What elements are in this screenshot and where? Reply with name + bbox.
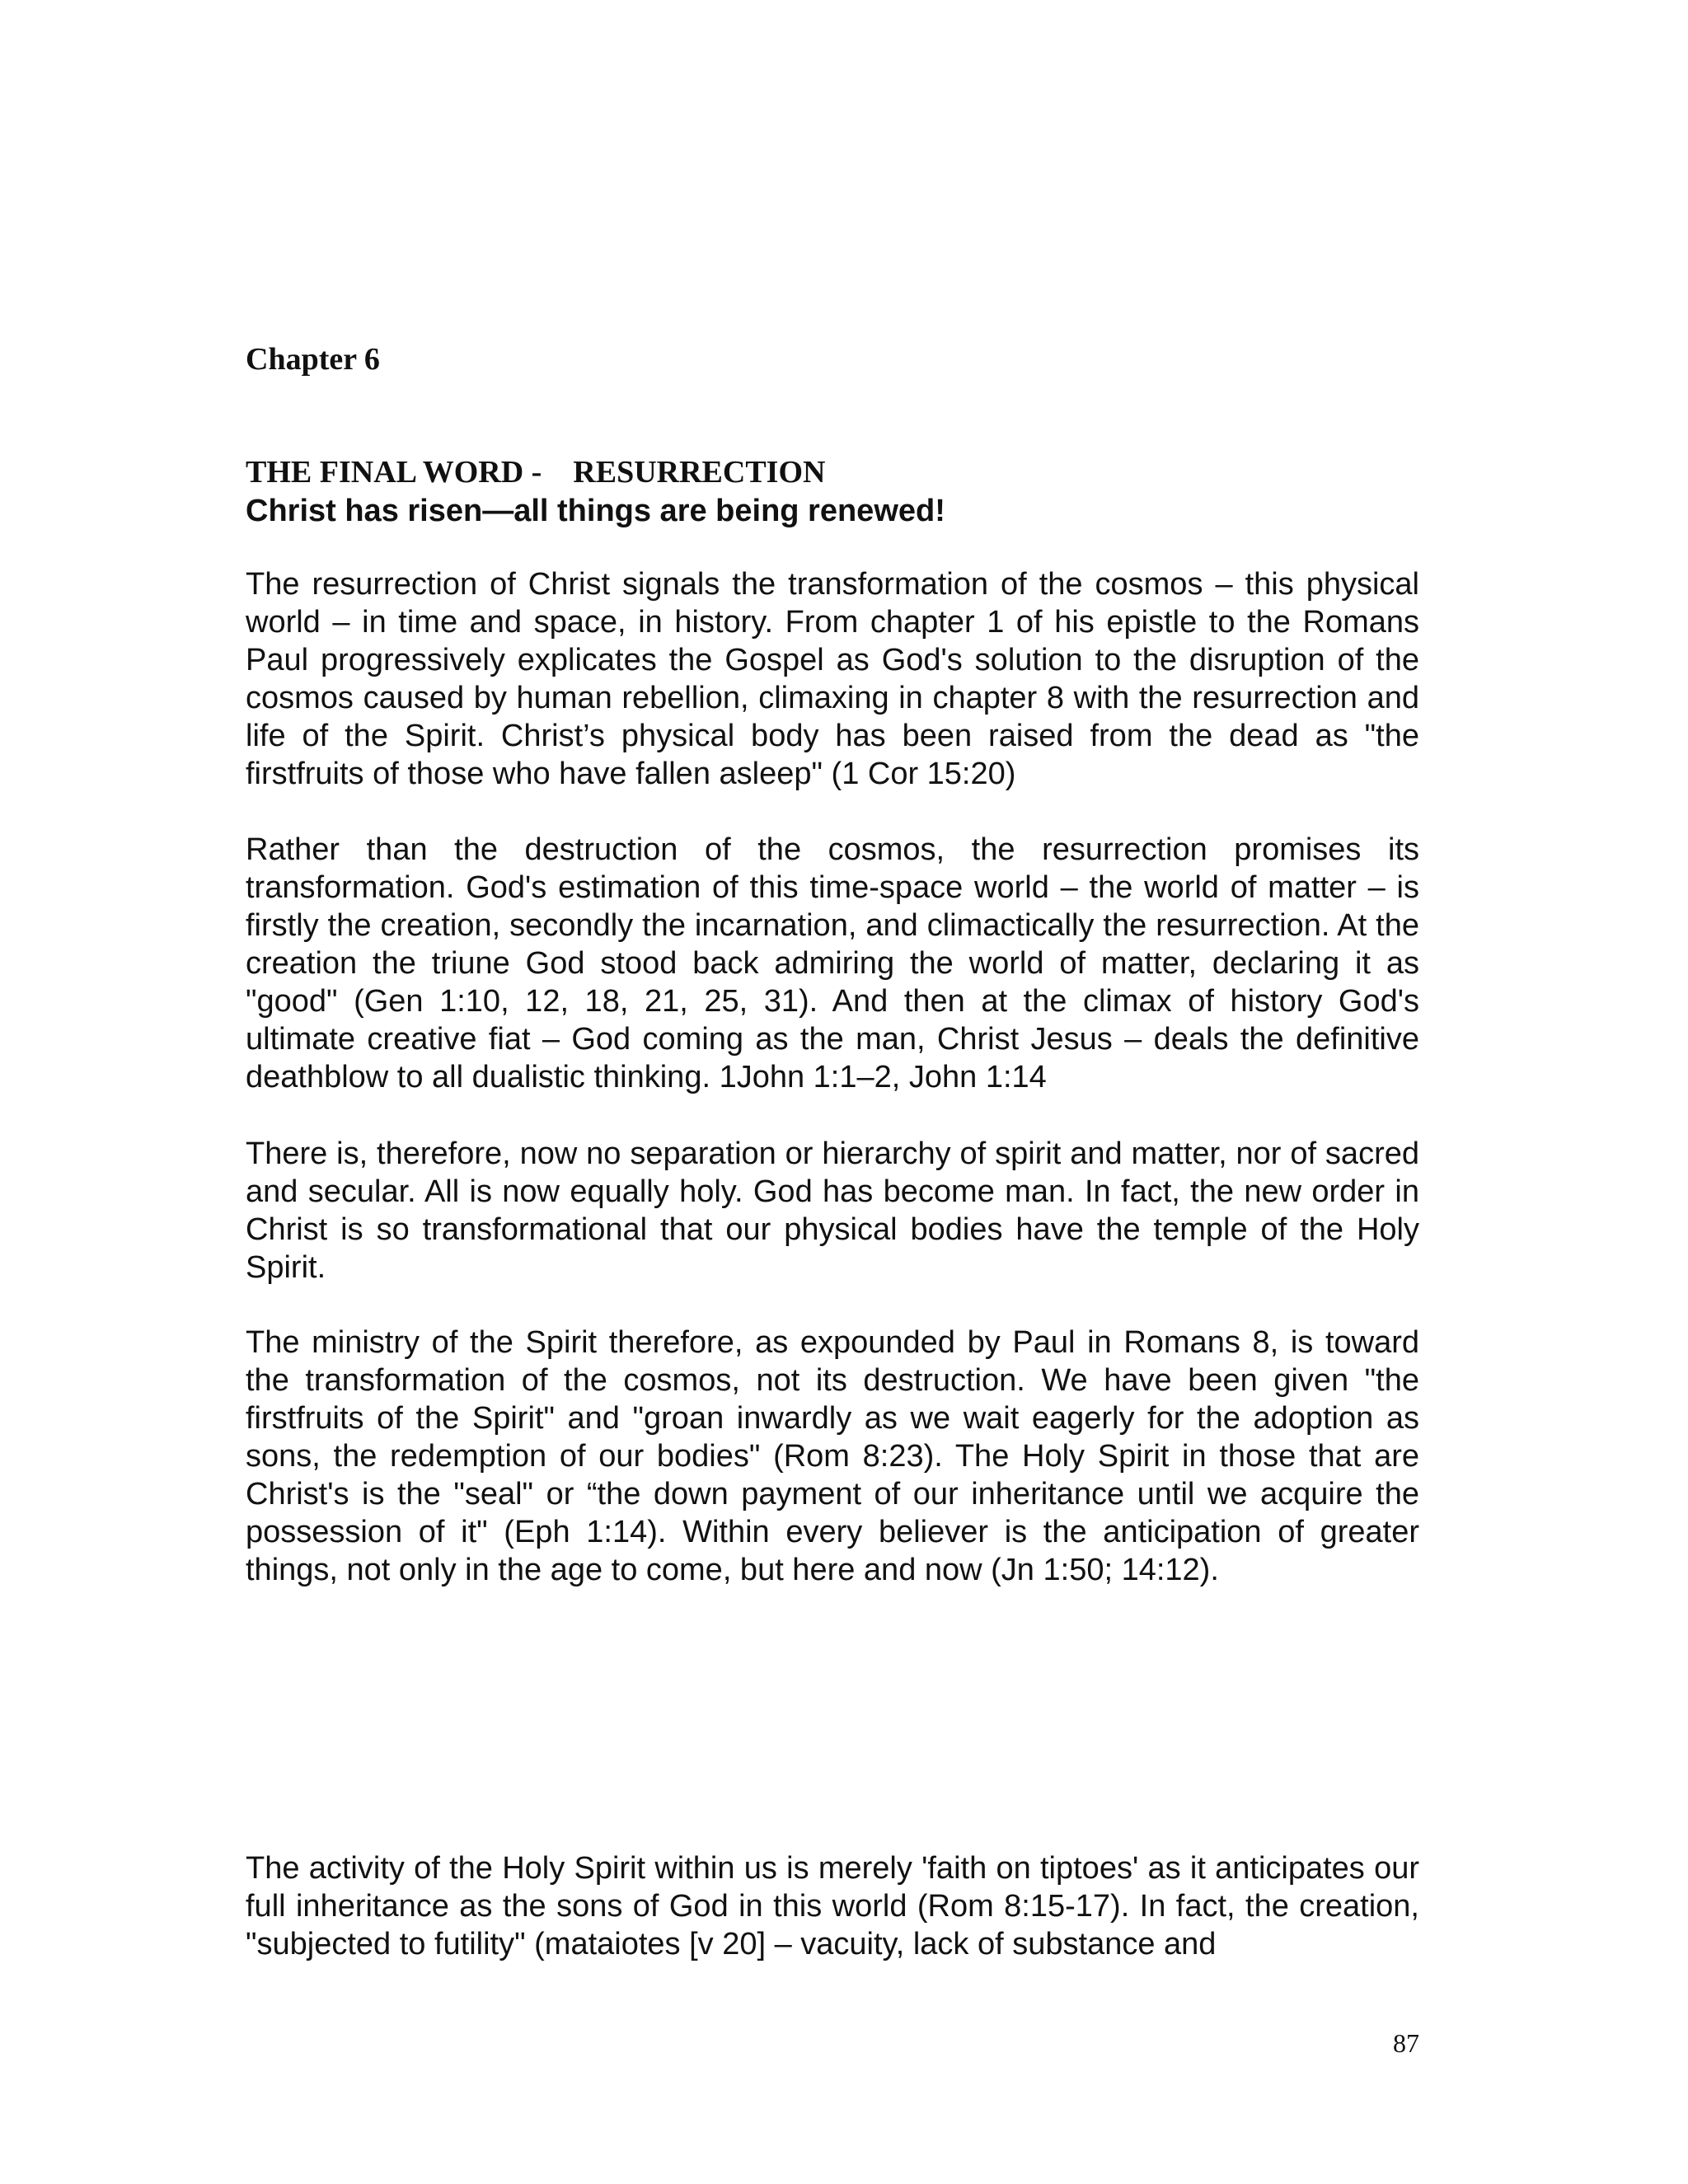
body-paragraph: There is, therefore, now no separation or hierarchy of spirit and matter, nor of sacred and secular. All is now equally holy. God has become man. In fact, the new order in Christ is so transformational that our physical bodies have the temple of the Holy Spirit.	[246, 1137, 1419, 1285]
chapter-title-prefix: THE FINAL WORD -	[246, 455, 542, 490]
chapter-title	[246, 453, 825, 491]
body-paragraph: The activity of the Holy Spirit within us is merely 'faith on tiptoes' as it anticipates our full inheritance as the sons of God in this world (Rom 8:15-17). In fact, the creation, "subjected to futility" (mataiotes [v 20] – vacuity, lack of substance and	[246, 1851, 1419, 1961]
page-number: 87	[1393, 2028, 1419, 2058]
body-paragraph: The resurrection of Christ signals the transformation of the cosmos – this physical world – in time and space, in history. From chapter 1 of his epistle to the Romans Paul progressively explicates the Gospel as God's solution to the disruption of the cosmos caused by human rebellion, climaxing in chapter 8 with the resurrection and life of the Spirit. Christ’s physical body has been raised from the dead as "the firstfruits of those who have fallen asleep" (1 Cor 15:20)	[246, 567, 1419, 791]
chapter-label: Chapter 6	[246, 342, 380, 377]
body-paragraph: The ministry of the Spirit therefore, as expounded by Paul in Romans 8, is toward the transformation of the cosmos, not its destruction. We have been given "the firstfruits of the Spirit" and "groan inwardly as we wait eagerly for the adoption as sons, the redemption of our bodies" (Rom 8:23). The Holy Spirit in those that are Christ's is the "seal" or “the down payment of our inheritance until we acquire the possession of it" (Eph 1:14). Within every believer is the anticipation of greater things, not only in the age to come, but here and now (Jn 1:50; 14:12).	[246, 1325, 1419, 1587]
body-paragraph: Rather than the destruction of the cosmos, the resurrection promises its transformation. God's estimation of this time-space world – the world of matter – is firstly the creation, secondly the incarnation, and climactically the resurrection. At the creation the triune God stood back admiring the world of matter, declaring it as "good" (Gen 1:10, 12, 18, 21, 25, 31). And then at the climax of history God's ultimate creative fiat – God coming as the man, Christ Jesus – deals the definitive deathblow to all dualistic thinking. 1John 1:1–2, John 1:14	[246, 832, 1419, 1094]
chapter-subtitle: Christ has risen—all things are being renewed!	[246, 494, 945, 528]
chapter-title-main: RESURRECTION	[573, 455, 826, 490]
